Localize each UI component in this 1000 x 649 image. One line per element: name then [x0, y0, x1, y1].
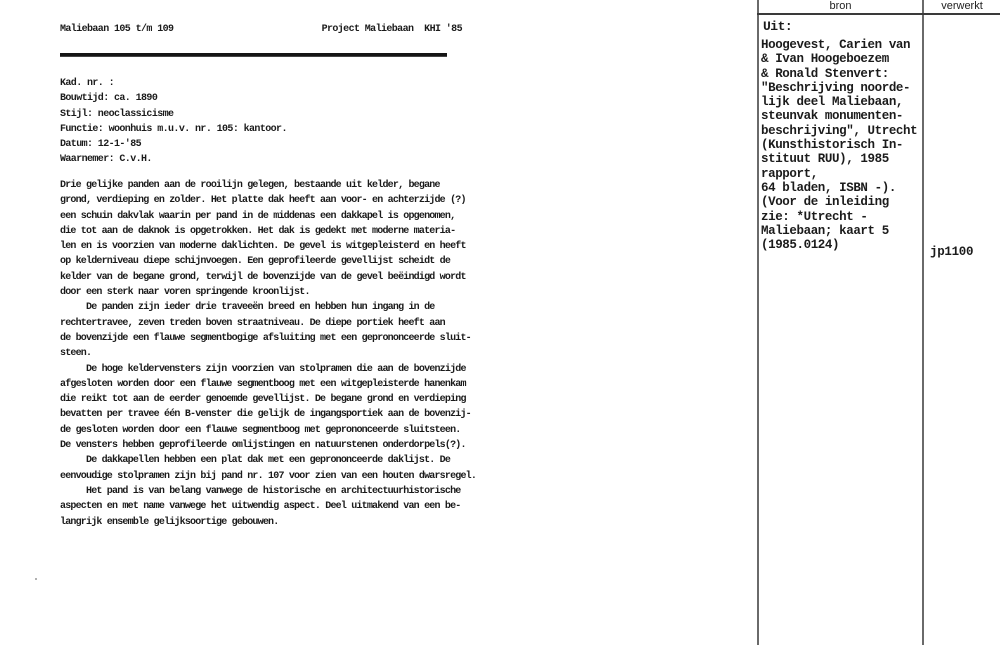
text-line: Kad. nr. : — [60, 78, 115, 89]
text-line: (1985.0124) — [761, 238, 840, 253]
text-line: rechtertravee, zeven treden boven straatniveau. De diepe portiek heeft aan — [60, 317, 445, 329]
table-vertical-rule-right — [922, 0, 924, 645]
metadata-block — [60, 76, 287, 168]
text-line: len en is voorzien van moderne daklichten. De gevel is witgepleisterd en heeft — [60, 241, 466, 253]
table-header-rule — [757, 13, 1000, 15]
text-line: stituut RUU), 1985 — [761, 152, 889, 167]
text-line: rapport, — [761, 166, 818, 181]
text-line: Het pand is van belang vanwege de historische en architectuurhistorische — [60, 485, 461, 497]
text-line: Bouwtijd: ca. 1890 — [60, 93, 158, 105]
text-line: De dakkapellen hebben een plat dak met een geprononceerde daklijst. De — [60, 455, 451, 467]
text-line: afgesloten worden door een flauwe segmentboog met een witgepleisterde hanenkam — [60, 378, 466, 390]
text-line: lijk deel Maliebaan, — [761, 95, 904, 110]
verwerkt-column-header: verwerkt — [941, 0, 983, 12]
text-line: grond, verdieping en zolder. Het platte dak heeft aan voor- en achterzijde (?) — [60, 195, 466, 207]
text-line: die tot aan de daknok is opgetrokken. Het dak is gedekt met moderne materia- — [60, 225, 456, 237]
text-line: 64 bladen, ISBN -). — [761, 180, 896, 195]
document-title-left: Maliebaan 105 t/m 109 — [60, 24, 174, 35]
document-title-right: Project Maliebaan KHI '85 — [321, 24, 462, 35]
text-line: Datum: 12-1-'85 — [60, 139, 142, 151]
text-line: zie: *Utrecht - — [761, 209, 868, 224]
main-document — [60, 24, 477, 528]
text-line: door een sterk naar voren springende kroonlijst. — [60, 287, 310, 299]
text-line: Maliebaan; kaart 5 — [761, 223, 889, 238]
bron-column-header: bron — [829, 0, 852, 12]
text-line: op kelderniveau diepe schijnvoegen. Een geprofileerde gevellijst scheidt de — [60, 256, 451, 268]
verwerkt-code: jp1100 — [930, 245, 974, 259]
scan-artifact-dot — [35, 578, 37, 580]
text-line: een schuin dakvlak waarin per pand in de middenas een dakkapel is opgenomen, — [60, 210, 456, 222]
uit-label: Uit: — [763, 19, 793, 34]
text-line: aspecten en met name vanwege het uitwendig aspect. Deel uitmakend van een be- — [60, 501, 461, 513]
text-line: beschrijving", Utrecht — [761, 123, 918, 138]
document-header — [60, 24, 462, 35]
text-line: Drie gelijke panden aan de rooilijn gelegen, bestaande uit kelder, begane — [60, 180, 440, 191]
text-line: langrijk ensemble gelijksoortige gebouwen. — [60, 516, 279, 528]
text-line: steunvak monumenten- — [761, 109, 904, 124]
text-line: de bovenzijde een flauwe segmentbogige afsluiting met een geprononceerde sluit- — [60, 332, 471, 344]
citation-block — [761, 38, 921, 252]
text-line: (Voor de inleiding — [761, 195, 889, 210]
text-line: steen. — [60, 348, 92, 360]
text-line: Waarnemer: C.v.H. — [60, 154, 152, 166]
text-line: De vensters hebben geprofileerde omlijstingen en natuurstenen onderdorpels(?). — [60, 440, 466, 452]
text-line: De hoge keldervensters zijn voorzien van stolpramen die aan de bovenzijde — [60, 363, 466, 375]
text-line: & Ivan Hoogeboezem — [761, 52, 889, 67]
text-line: Stijl: neoclassicisme — [60, 108, 174, 120]
text-line: De panden zijn ieder drie traveeën breed en hebben hun ingang in de — [60, 302, 435, 314]
text-line: & Ronald Stenvert: — [761, 66, 889, 81]
table-vertical-rule-left — [757, 0, 759, 645]
text-line: Functie: woonhuis m.u.v. nr. 105: kantoor. — [60, 123, 287, 135]
text-line: die reikt tot aan de eerder genoemde gevellijst. De begane grond en verdieping — [60, 394, 466, 406]
text-line: Hoogevest, Carien van — [761, 38, 911, 52]
text-line: (Kunsthistorisch In- — [761, 138, 904, 153]
text-line: kelder van de begane grond, terwijl de bovenzijde van de gevel beëindigd wordt — [60, 271, 466, 283]
text-line: "Beschrijving noorde- — [761, 80, 911, 95]
text-line: de gesloten worden door een flauwe segmentboog met geprononceerde sluitsteen. — [60, 424, 461, 436]
header-rule — [60, 53, 447, 57]
text-line: bevatten per travee één B-venster die gelijk de ingangsportiek aan de bovenzij- — [60, 409, 471, 421]
text-line: eenvoudige stolpramen zijn bij pand nr. 107 voor zien van een houten dwarsregel. — [60, 470, 477, 482]
body-text-block — [60, 178, 476, 530]
